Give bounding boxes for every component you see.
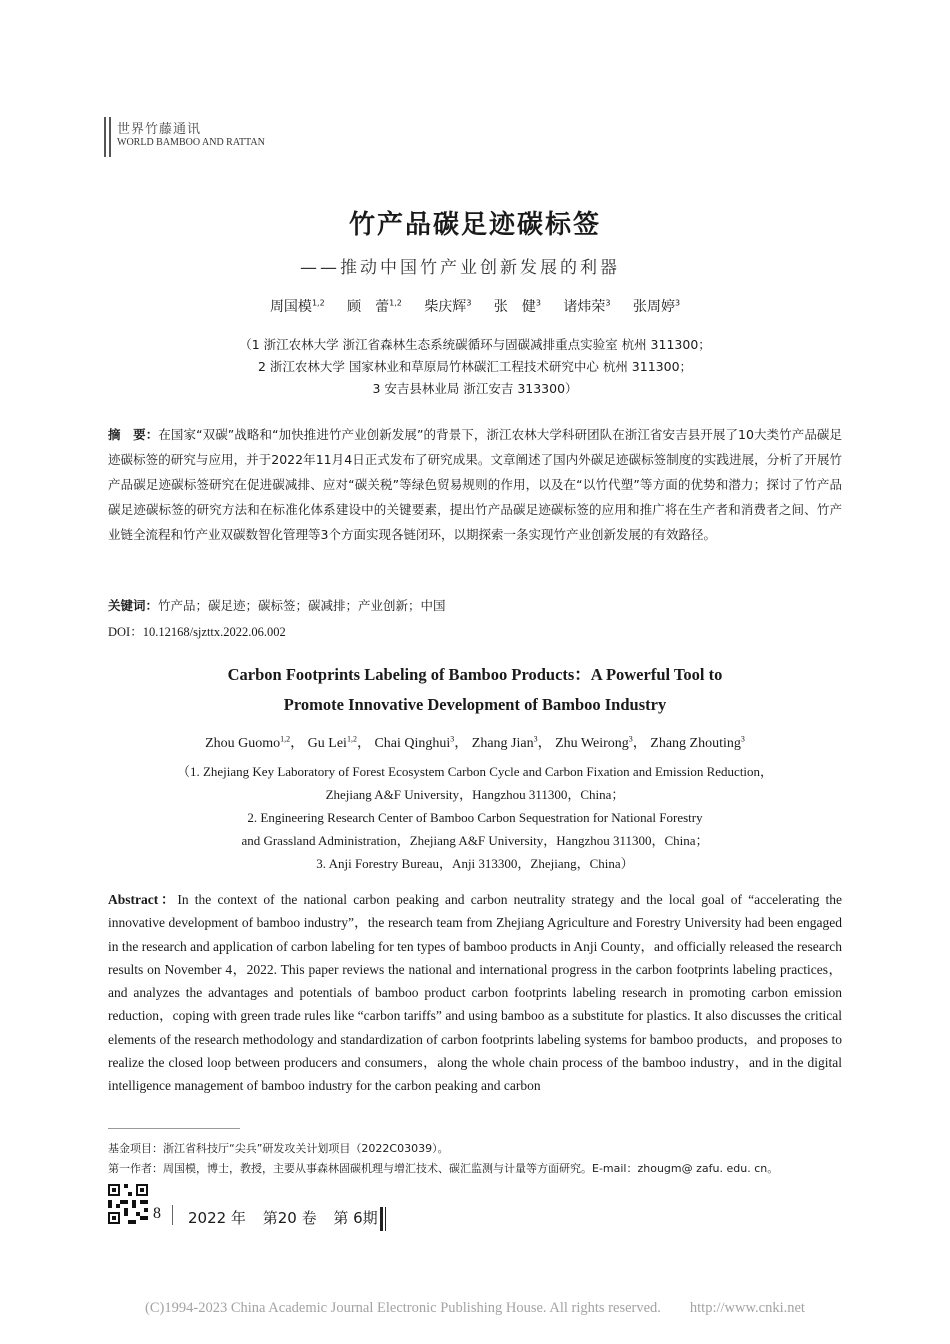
title-en-line: Carbon Footprints Labeling of Bamboo Products：A Powerful Tool to bbox=[227, 665, 723, 684]
article-title-cn: 竹产品碳足迹碳标签 bbox=[348, 210, 601, 240]
footer-bars-icon bbox=[380, 1207, 386, 1231]
footnote-fund: 基金项目：浙江省科技厅“尖兵”研发攻关计划项目（2022C03039）。 bbox=[108, 1142, 449, 1155]
keywords-label: 关键词： bbox=[108, 598, 159, 613]
issue-number: 第 6期 bbox=[333, 1209, 378, 1227]
copyright-notice: (C)1994-2023 China Academic Journal Electronic Publishing House. All rights reserved. http://www.cnki.net bbox=[145, 1300, 805, 1316]
journal-name-cn: 世界竹藤通讯 bbox=[117, 122, 202, 137]
issue-info bbox=[188, 1207, 390, 1228]
issue-year: 2022 年 bbox=[188, 1209, 246, 1227]
author-cn: 张 健$^3$ bbox=[493, 298, 541, 315]
keywords-text: 竹产品；碳足迹；碳标签；碳减排；产业创新；中国 bbox=[158, 598, 446, 613]
author-en: Zhou Guomo$^{1,2}$， bbox=[205, 734, 305, 751]
affiliation-line: and Grassland Administration，Zhejiang A&F University，Hangzhou 311300，China； bbox=[241, 833, 709, 848]
author-en: Chai Qinghui$^3$， bbox=[374, 734, 469, 751]
affiliations-cn bbox=[0, 334, 950, 400]
abstract-cn bbox=[108, 422, 842, 547]
article-title-en bbox=[0, 660, 950, 720]
affiliation-line: （1 浙江农林大学 浙江省森林生态系统碳循环与固碳减排重点实验室 杭州 311300； bbox=[239, 337, 711, 352]
abstract-cn-text: 在国家“双碳”战略和“加快推进竹产业创新发展”的背景下，浙江农林大学科研团队在浙江省安吉县开展了10大类竹产品碳足迹碳标签的研究与应用，并于2022年11月4日正式发布了研究成果。文章阐述了国内外碳足迹碳标签制度的实践进展，分析了开展竹产品碳足迹碳标签研究在促进碳减排、应对“碳关税”等绿色贸易规则的作用，以及在“以竹代塑”等方面的优势和潜力；探讨了竹产品碳足迹碳标签的研究方法和在标准化体系建设中的关键要素，提出竹产品碳足迹碳标签的应用和推广将在生产者和消费者之间、竹产业链全流程和竹产业双碳数智化管理等3个方面实现各链闭环，以期探索一条实现竹产业创新发展的有效路径。 bbox=[108, 427, 842, 542]
affiliation-line: （1. Zhejiang Key Laboratory of Forest Ecosystem Carbon Cycle and Carbon Fixation and Emission Reduction， bbox=[176, 764, 774, 779]
author-cn: 顾 蕾$^{1,2}$ bbox=[347, 298, 402, 315]
abstract-en bbox=[108, 888, 842, 1098]
affiliation-line: Zhejiang A&F University，Hangzhou 311300，China； bbox=[325, 787, 625, 802]
author-cn: 柴庆辉$^3$ bbox=[424, 298, 472, 315]
abstract-en-label: Abstract： bbox=[108, 892, 178, 907]
keywords-cn bbox=[108, 596, 446, 614]
author-en: Zhang Zhouting$^3$ bbox=[650, 734, 745, 751]
qr-code-icon bbox=[108, 1184, 148, 1224]
author-en: Gu Lei$^{1,2}$， bbox=[307, 734, 371, 751]
affiliation-line: 2 浙江农林大学 国家林业和草原局竹林碳汇工程技术研究中心 杭州 311300； bbox=[257, 359, 693, 374]
doi: DOI：10.12168/sjzttx.2022.06.002 bbox=[108, 625, 286, 639]
footer-divider bbox=[172, 1205, 173, 1225]
journal-name-en: WORLD BAMBOO AND RATTAN bbox=[117, 137, 265, 148]
author-list-en bbox=[0, 732, 950, 752]
page-number: 8 bbox=[153, 1205, 161, 1222]
footnote-divider bbox=[108, 1128, 240, 1129]
affiliations-en bbox=[0, 760, 950, 875]
author-cn: 周国模$^{1,2}$ bbox=[269, 298, 325, 315]
affiliation-line: 2. Engineering Research Center of Bamboo Carbon Sequestration for National Forestry bbox=[247, 810, 703, 825]
journal-header-bars-icon bbox=[104, 117, 113, 157]
author-cn: 张周婷$^3$ bbox=[632, 298, 681, 315]
author-en: Zhu Weirong$^3$， bbox=[555, 734, 647, 751]
author-list-cn bbox=[0, 296, 950, 316]
title-en-line: Promote Innovative Development of Bamboo Industry bbox=[283, 695, 667, 714]
author-cn: 诸炜荣$^3$ bbox=[563, 298, 611, 315]
abstract-cn-label: 摘 要： bbox=[108, 427, 159, 442]
abstract-en-text: In the context of the national carbon peaking and carbon neutrality strategy and the local goal of “accelerating the innovative development of bamboo industry”，the research team from Zhejiang Agriculture and Forestry University had been engaged in the research and application of carbon labeling for ten types of bamboo products in Anji County，and officially released the research results on November 4，2022. This paper reviews the national and international progress in the carbon footprints labeling practices，and analyzes the advantages and potentials of bamboo product carbon footprints labeling research in promoting carbon emission reduction，coping with green trade rules like “carbon tariffs” and using bamboo as a substitute for plastics. It also discusses the critical elements of the research methodology and standardization of carbon footprints labeling systems for bamboo products，and proposes to realize the closed loop between producers and consumers，along the whole chain process of the bamboo industry，and in the digital intelligence management of bamboo industry for the carbon peaking and carbon bbox=[108, 892, 842, 1094]
author-en: Zhang Jian$^3$， bbox=[471, 734, 552, 751]
issue-volume: 第20 卷 bbox=[262, 1209, 317, 1227]
affiliation-line: 3. Anji Forestry Bureau，Anji 313300，Zhejiang，China） bbox=[316, 856, 634, 871]
article-subtitle-cn: ——推动中国竹产业创新发展的利器 bbox=[300, 258, 620, 278]
footnote-first-author: 第一作者：周国模，博士，教授，主要从事森林固碳机理与增汇技术、碳汇监测与计量等方面研究。E-mail：zhougm@ zafu. edu. cn。 bbox=[108, 1162, 779, 1175]
affiliation-line: 3 安吉县林业局 浙江安吉 313300） bbox=[372, 381, 578, 396]
